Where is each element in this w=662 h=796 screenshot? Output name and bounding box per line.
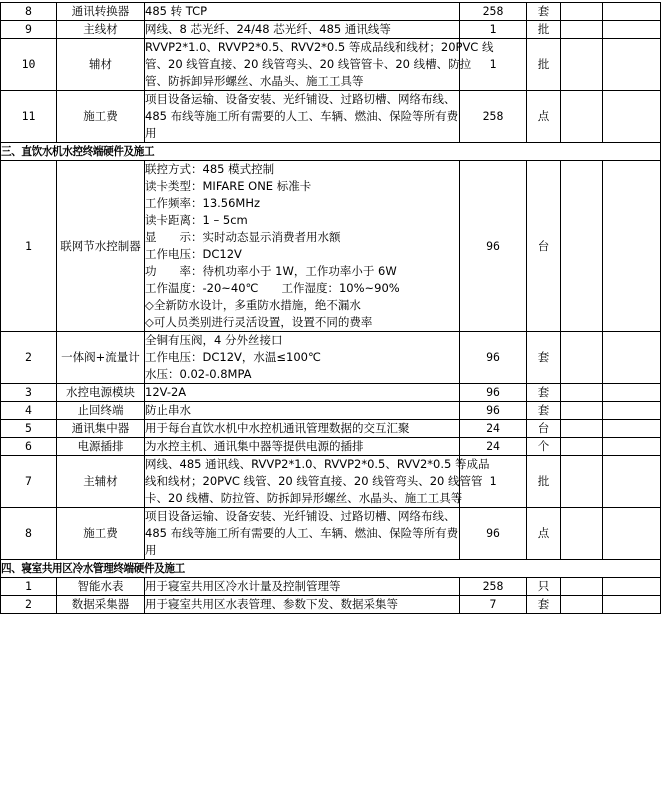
cell-item-name: 智能水表 [57,578,145,596]
cell-amount [603,420,661,438]
cell-index: 6 [1,438,57,456]
cell-specification [145,596,460,614]
spec-line: 联控方式：485 模式控制 [145,162,275,176]
table-row [1,438,661,456]
cell-unit-price [561,578,603,596]
cell-specification [145,402,460,420]
cell-unit: 套 [527,332,561,384]
spec-line: 工作频率：13.56MHz [145,196,261,210]
table-row [1,384,661,402]
cell-amount [603,384,661,402]
cell-item-name: 水控电源模块 [57,384,145,402]
cell-quantity: 1 [460,21,527,39]
cell-quantity: 1 [460,39,527,91]
cell-amount [603,438,661,456]
cell-index: 1 [1,161,57,332]
cell-specification [145,39,494,91]
cell-unit: 套 [527,402,561,420]
cell-unit-price [561,21,603,39]
cell-amount [603,3,661,21]
cell-quantity: 258 [460,3,527,21]
spec-line: 防止串水 [145,403,191,417]
cell-unit-price [561,332,603,384]
cell-unit-price [561,3,603,21]
spec-line: 为水控主机、通讯集中器等提供电源的插排 [145,439,364,453]
spec-line: RVVP2*1.0、RVVP2*0.5、RVV2*0.5 等成品线和线材；20PVC 线 [145,40,494,54]
cell-item-name: 止回终端 [57,402,145,420]
spec-line: 读卡距离：1 – 5cm [145,213,248,227]
cell-index: 5 [1,420,57,438]
cell-index: 1 [1,578,57,596]
cell-specification [145,384,460,402]
cell-index: 9 [1,21,57,39]
spec-line: 显 示：实时动态显示消费者用水额 [145,230,341,244]
cell-unit-price [561,596,603,614]
cell-item-name: 施工费 [57,91,145,143]
cell-item-name: 电源插排 [57,438,145,456]
table-row [1,91,661,143]
cell-index: 7 [1,456,57,508]
cell-quantity: 96 [460,508,527,560]
spec-line: 卡、20 线槽、防拉管、防拆卸异形螺丝、水晶头、施工工具等 [145,491,463,505]
cell-quantity: 258 [460,91,527,143]
cell-specification [145,91,460,143]
spec-line: 12V-2A [145,385,187,399]
cell-unit-price [561,420,603,438]
spec-line: 485 布线等施工所有需要的人工、车辆、燃油、保险等所有费 [145,109,459,123]
cell-unit-price [561,402,603,420]
cell-index: 2 [1,596,57,614]
cell-quantity: 96 [460,161,527,332]
cell-item-name: 通讯转换器 [57,3,145,21]
cell-specification [145,456,490,508]
cell-item-name: 数据采集器 [57,596,145,614]
spec-line: 水压：0.02-0.8MPA [145,367,252,381]
cell-specification [145,578,460,596]
spec-line: 工作温度：-20~40℃ 工作湿度：10%~90% [145,281,400,295]
cell-specification [145,438,460,456]
cell-amount [603,39,661,91]
cell-quantity: 24 [460,438,527,456]
table-row [1,21,661,39]
table-body [1,3,661,614]
cell-specification [145,420,460,438]
cell-index: 10 [1,39,57,91]
spec-line: 网线、485 通讯线、RVVP2*1.0、RVVP2*0.5、RVV2*0.5 等成品 [145,457,490,471]
cell-amount [603,596,661,614]
spec-line: 用于寝室共用区冷水计量及控制管理等 [145,579,341,593]
cell-item-name: 一体阀+流量计 [57,332,145,384]
cell-item-name: 主辅材 [57,456,145,508]
spec-line: 用 [145,126,157,140]
cell-amount [603,161,661,332]
cell-item-name: 主线材 [57,21,145,39]
cell-item-name: 辅材 [57,39,145,91]
cell-unit: 个 [527,438,561,456]
table-row [1,3,661,21]
cell-unit-price [561,456,603,508]
cell-index: 8 [1,3,57,21]
section-title [1,143,661,161]
cell-amount [603,456,661,508]
cell-index: 2 [1,332,57,384]
cell-unit-price [561,438,603,456]
cell-unit: 批 [527,21,561,39]
cell-item-name: 联网节水控制器 [57,161,145,332]
spec-line: 用于每台直饮水机中水控机通讯管理数据的交互汇聚 [145,421,410,435]
cell-quantity: 1 [460,456,527,508]
cell-amount [603,402,661,420]
cell-index: 11 [1,91,57,143]
spec-line: 项目设备运输、设备安装、光纤铺设、过路切槽、网络布线、 [145,509,456,523]
cell-specification [145,332,460,384]
cell-amount [603,508,661,560]
spec-line: 485 布线等施工所有需要的人工、车辆、燃油、保险等所有费 [145,526,459,540]
cell-specification [145,21,460,39]
cell-unit-price [561,508,603,560]
table-row [1,402,661,420]
cell-index: 4 [1,402,57,420]
table-row [1,161,661,332]
spec-line: 项目设备运输、设备安装、光纤铺设、过路切槽、网络布线、 [145,92,456,106]
table-row [1,508,661,560]
spec-line: 工作电压：DC12V [145,247,242,261]
section-title-text: 四、寝室共用区冷水管理终端硬件及施工 [1,561,185,575]
cell-quantity: 7 [460,596,527,614]
spec-line: 管、20 线管直接、20 线管弯头、20 线管管卡、20 线槽、防拉 [145,57,472,71]
cell-specification [145,508,460,560]
spec-line: ◇可人员类别进行灵活设置，设置不同的费率 [145,315,373,329]
cell-unit-price [561,91,603,143]
cell-unit-price [561,39,603,91]
cell-specification [145,161,460,332]
table-row [1,332,661,384]
quotation-table [0,2,661,614]
cell-unit: 点 [527,508,561,560]
cell-unit-price [561,161,603,332]
table-row [1,578,661,596]
cell-quantity: 96 [460,384,527,402]
cell-quantity: 96 [460,402,527,420]
spec-line: 工作电压：DC12V，水温≤100℃ [145,350,321,364]
spec-line: 网线、8 芯光纤、24/48 芯光纤、485 通讯线等 [145,22,391,36]
cell-quantity: 24 [460,420,527,438]
cell-unit: 只 [527,578,561,596]
spec-line: 线和线材；20PVC 线管、20 线管直接、20 线管弯头、20 线管管 [145,474,483,488]
cell-item-name: 施工费 [57,508,145,560]
cell-index: 3 [1,384,57,402]
cell-amount [603,332,661,384]
table-row [1,420,661,438]
section-header-row [1,143,661,161]
cell-specification [145,3,460,21]
cell-unit: 套 [527,596,561,614]
table-row [1,39,661,91]
cell-quantity: 258 [460,578,527,596]
cell-unit: 批 [527,456,561,508]
cell-unit: 批 [527,39,561,91]
cell-index: 8 [1,508,57,560]
cell-unit: 点 [527,91,561,143]
table-row [1,596,661,614]
cell-unit: 台 [527,420,561,438]
cell-unit: 台 [527,161,561,332]
spec-line: 用于寝室共用区水表管理、参数下发、数据采集等 [145,597,398,611]
spec-line: 485 转 TCP [145,4,208,18]
cell-amount [603,91,661,143]
cell-amount [603,578,661,596]
spec-line: 读卡类型：MIFARE ONE 标准卡 [145,179,312,193]
section-header-row [1,560,661,578]
section-title [1,560,661,578]
cell-unit-price [561,384,603,402]
cell-quantity: 96 [460,332,527,384]
table-row [1,456,661,508]
spec-line: 全铜有压阀，4 分外丝接口 [145,333,283,347]
spec-line: 功 率：待机功率小于 1W，工作功率小于 6W [145,264,397,278]
spec-line: 管、防拆卸异形螺丝、水晶头、施工工具等 [145,74,364,88]
spec-line: ◇全新防水设计，多重防水措施，绝不漏水 [145,298,361,312]
cell-item-name: 通讯集中器 [57,420,145,438]
spec-line: 用 [145,543,157,557]
section-title-text: 三、直饮水机水控终端硬件及施工 [1,144,155,158]
cell-unit: 套 [527,3,561,21]
cell-amount [603,21,661,39]
cell-unit: 套 [527,384,561,402]
